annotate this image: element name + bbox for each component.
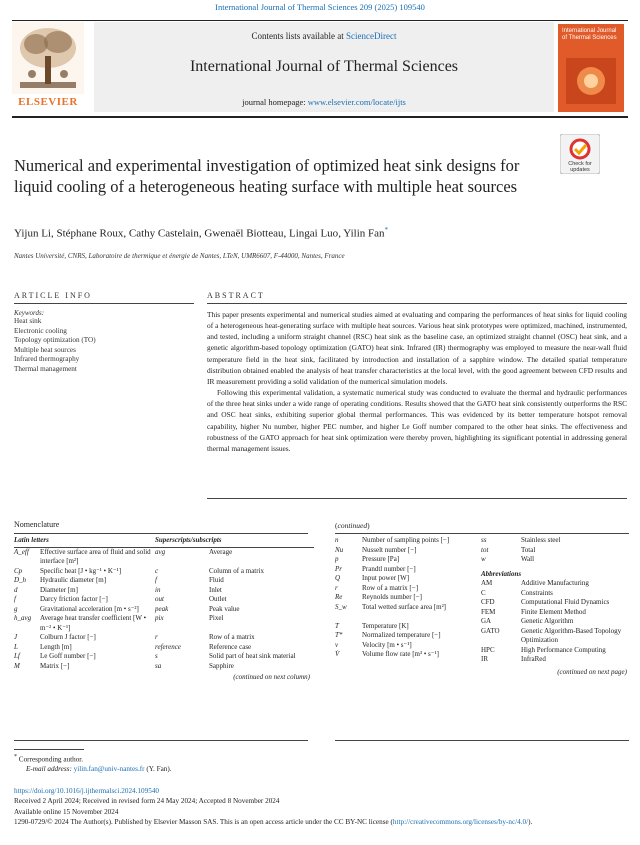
author-name[interactable]: Stéphane Roux xyxy=(56,227,124,240)
corresponding-author-mark[interactable]: * xyxy=(384,226,389,234)
check-for-updates-badge[interactable] xyxy=(560,134,600,174)
article-info-heading: ARTICLE INFO xyxy=(14,291,92,300)
header-bottom-rule xyxy=(12,116,628,118)
badge-text: Check for updates xyxy=(568,161,592,173)
available-online: Available online 15 November 2024 xyxy=(14,807,119,816)
subscripts-heading: Superscripts/subscripts xyxy=(155,536,314,547)
journal-name: International Journal of Thermal Sciences xyxy=(189,58,459,75)
homepage-line xyxy=(94,97,554,107)
contents-line xyxy=(94,31,554,41)
author-list: Yijun Li, Stéphane Roux, Cathy Castelain, Gwenaël Biotteau, Lingai Luo, Yilin Fan* xyxy=(14,226,389,240)
affiliation: Nantes Université, CNRS, Laboratoire de thermique et énergie de Nantes, LTeN, UMR6607, F-44000, Nantes, France xyxy=(14,252,345,260)
author-name[interactable]: Yilin Fan xyxy=(343,227,385,240)
license-link[interactable]: http://creativecommons.org/licenses/by-nc/4.0/ xyxy=(392,817,529,826)
header-top-rule xyxy=(12,20,628,21)
abstract-rule xyxy=(207,303,627,304)
doi-link[interactable]: https://doi.org/10.1016/j.ijthermalsci.2024.109540 xyxy=(14,787,160,795)
nomenclature-middle-table: n Number of sampling points [−] Nu Nusselt number [−] p Pressure [Pa] Pr Prandtl number [−] Q Input power [W] r Row of a matrix [−] Re Reynolds number [−] S_w Total wetted surface area [m²] T Temperature [K] T* Normalized temperature [−] v Velocity [m • s⁻¹] V̇ Volume flow rate [m³ • s⁻¹] xyxy=(335,536,450,658)
abstract-paragraph: This paper presents experimental and numerical studies aimed at evaluating and comparing the performances of heat sinks for liquid cooling of a heterogeneous heat-generating surface with multiple heat sources. Various heat sink prototypes were optimized, machined, instrumented, and tested, including a uniform straight channel (RSC) heat sink as the baseline case, an optimized straight channel (OSC) heat sink, and a genetic algorithm-based topology optimization (GATO) heat sink. Infrared (IR) thermography was employed to measure the near-wall fluid temperature field in the heat sink, facilitated by introduction and installation of a sapphire window. The detailed spatial temperature distribution obtained enabled the analysis of heat transfer characteristics at the local level, with the good agreement between CFD results and IR measurement providing a solid validation of the numerical simulation models. xyxy=(207,310,627,386)
received-dates: Received 2 April 2024; Received in revised form 24 May 2024; Accepted 8 November 2024 xyxy=(14,797,280,806)
elsevier-wordmark: ELSEVIER xyxy=(18,96,78,108)
article-footer xyxy=(14,786,628,827)
sciencedirect-link[interactable]: ScienceDirect xyxy=(346,31,397,41)
keyword: Thermal management xyxy=(14,364,77,373)
contents-prefix: Contents lists available at xyxy=(251,31,346,41)
abstract-bottom-rule xyxy=(207,498,627,499)
keyword: Multiple heat sources xyxy=(14,345,76,354)
continued-label: (continued) xyxy=(335,521,370,530)
journal-header xyxy=(12,22,628,114)
cover-title: International Journal of Thermal Sciences xyxy=(562,28,617,41)
keywords-block xyxy=(14,309,194,375)
keyword: Topology optimization (TO) xyxy=(14,336,96,345)
abbreviations-heading: Abbreviations xyxy=(481,569,522,578)
author-name[interactable]: Yijun Li xyxy=(14,227,51,240)
journal-header-panel xyxy=(94,22,554,112)
journal-cover-thumbnail[interactable] xyxy=(558,24,624,112)
corresponding-footnote: * Corresponding author. E-mail address: yilin.fan@univ-nantes.fr (Y. Fan). xyxy=(14,754,172,774)
journal-citation[interactable]: International Journal of Thermal Sciences 209 (2025) 109540 xyxy=(215,2,425,12)
nomenclature-left-table: Latin letters Superscripts/subscripts A_eff Effective surface area of fluid and solid interface [m²] avg Average Cp Specific heat [J • kg⁻¹ • K⁻¹] c Column of a matrix D_h Hydraulic diameter [m] f Fluid d Diameter [m] in Inlet f Darcy friction factor [−] out Outlet g Gravitational acceleration [m • s⁻²] peak Peak value h_avg Average heat transfer coefficient [W • m⁻² • K⁻¹] pix Pixel J Colburn J factor [−] r Row of a matrix L Length [m] reference Reference case Lf Le Goff number [−] s Solid part of heat sink material M Matrix [−] sa Sapphire (continued on next column) xyxy=(14,536,314,681)
nomenclature-right-table: ss Stainless steel tot Total w Wall Abbreviations AM Additive Manufacturing C Constraints CFD Computational Fluid Dynamics FEM Finite Element Method GA Genetic Algorithm GATO Genetic Algorithm-Based Topology Optimization HPC High Performance Computing IR InfraRed (continued on next page) xyxy=(481,536,627,676)
keyword: Heat sink xyxy=(14,317,42,325)
abstract-heading: ABSTRACT xyxy=(207,291,265,300)
latin-heading: Latin letters xyxy=(14,536,155,547)
author-name[interactable]: Lingai Luo xyxy=(289,227,339,240)
homepage-prefix: journal homepage: xyxy=(242,97,308,107)
continued-next-page: (continued on next page) xyxy=(557,667,627,676)
author-name[interactable]: Cathy Castelain xyxy=(128,227,199,240)
keyword: Electronic cooling xyxy=(14,326,67,335)
article-title: Numerical and experimental investigation of optimized heat sink designs for liquid cooling of a heterogeneous heating surface with multiple heat sources xyxy=(14,156,520,196)
article-info-rule xyxy=(14,303,194,304)
email-link[interactable]: yilin.fan@univ-nantes.fr xyxy=(73,765,145,774)
license-text: 1290-0729/© 2024 The Author(s). Published by Elsevier Masson SAS. This is an open access article under the CC BY-NC license (http://creativecommons.org/licenses/by-nc/4.0/). xyxy=(14,817,533,826)
author-name[interactable]: Gwenaël Biotteau xyxy=(204,227,284,240)
continued-next-column: (continued on next column) xyxy=(233,673,310,681)
abstract-paragraph: Following this experimental validation, a systematic numerical study was conducted to evaluate the thermal and hydraulic performances of the three heat sinks under a wide range of operating conditions. Results showed that the GATO heat sink consistently outperforms the RSC and OSC heat sinks, exhibiting superior global thermal performances. This was evidenced by its better temperature hotspot removal capability, higher Nu number, higher PEC number, and higher Le Goff number compared to the other heat sinks. The effectiveness and robustness of the GATO approach for heat sink optimization were thereby proven, highlighting its significant potential in addressing general thermal management issues. xyxy=(207,388,627,453)
keywords-label: Keywords: xyxy=(14,309,45,317)
homepage-link[interactable]: www.elsevier.com/locate/ijts xyxy=(307,97,406,107)
abstract-body xyxy=(207,309,627,454)
nomenclature-title: Nomenclature xyxy=(14,520,60,529)
keyword: Infrared thermography xyxy=(14,355,80,364)
